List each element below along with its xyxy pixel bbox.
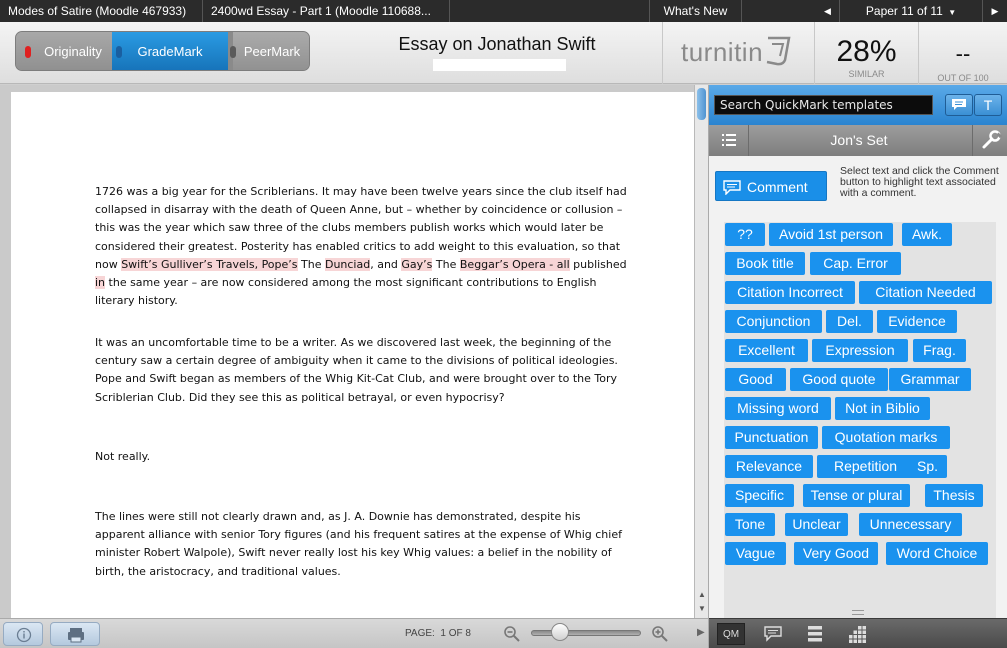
quickmark-chip[interactable]: Tense or plural — [803, 484, 910, 507]
grade-value: -- — [955, 41, 971, 66]
class-title[interactable] — [0, 0, 203, 22]
scroll-up-icon[interactable]: ▲ — [698, 590, 706, 599]
paragraph-2[interactable]: It was an uncomfortable time to be a writer. As we discovered last week, the beginning of the century saw a certain degree of ambiguity when it came to the divisions of political ideologies. Pope and Swift began as members of the Whig Kit-Cat Club, and were brought over to the Tory Scriblerian Club. Did they see this as political betrayal, or even hypocrisy? — [95, 336, 618, 404]
list-icon — [709, 125, 749, 156]
zoom-in-icon[interactable] — [651, 625, 669, 643]
quickmark-chip[interactable]: Specific — [725, 484, 794, 507]
page-label: PAGE: — [405, 628, 435, 639]
turnitin-logo-icon — [763, 34, 797, 68]
comment-label: Comment — [747, 179, 808, 195]
quickmark-chip[interactable]: Unclear — [785, 513, 848, 536]
next-paper-button[interactable] — [983, 0, 1007, 22]
document-page[interactable] — [11, 92, 694, 618]
whats-new-text: What's New — [663, 4, 728, 18]
grid-view-tab[interactable] — [843, 623, 871, 645]
paragraph-4[interactable]: The lines were still not clearly drawn and, as J. A. Downie has demonstrated, despite his apparent alliance with senior Tory figures (and his frequent satires at the expense of Whig chief minister Robert Walpole), Swift never really lost his key Whig values: a belief in the nobility of birth, the aristocracy, and traditional values. — [95, 510, 622, 578]
title-blank-field — [433, 59, 566, 71]
wrench-icon — [973, 125, 1007, 156]
quickmark-chip[interactable]: Book title — [725, 252, 805, 275]
topbar-spacer — [450, 0, 650, 22]
paper-selector[interactable] — [840, 0, 983, 22]
quickmark-search-input[interactable] — [714, 95, 933, 115]
comment-button[interactable] — [715, 171, 827, 201]
quickmark-chip[interactable]: Vague — [725, 542, 786, 565]
rubric-icon — [807, 625, 823, 643]
assignment-text: 2400wd Essay - Part 1 (Moodle 110688... — [211, 4, 431, 18]
set-settings-button[interactable] — [972, 125, 1007, 156]
class-title-text: Modes of Satire (Moodle 467933) — [8, 4, 187, 18]
mode-switcher — [15, 31, 310, 71]
quickmark-chip[interactable]: Good quote — [790, 368, 888, 391]
quickmark-chip[interactable]: Del. — [826, 310, 873, 333]
peermark-indicator-icon — [230, 46, 236, 58]
next-arrow-icon: ▶ — [991, 6, 999, 16]
grademark-label: GradeMark — [137, 44, 203, 59]
originality-mode-button[interactable] — [16, 32, 112, 71]
speech-bubble-icon — [951, 98, 967, 112]
quickmark-chip[interactable]: Very Good — [794, 542, 878, 565]
zoom-slider-handle[interactable] — [551, 623, 569, 641]
quickmark-chip[interactable]: Tone — [725, 513, 775, 536]
quickmark-chip[interactable]: Evidence — [877, 310, 957, 333]
highlight-match[interactable]: Beggar’s Opera - all — [459, 257, 570, 271]
grademark-indicator-icon — [116, 46, 122, 58]
quickmark-chip[interactable]: Citation Incorrect — [725, 281, 855, 304]
quickmark-chip[interactable]: Awk. — [902, 223, 952, 246]
highlight-match[interactable]: Gay’s — [401, 257, 433, 271]
document-toolbar — [0, 618, 708, 648]
quickmark-chip[interactable]: Citation Needed — [859, 281, 992, 304]
grademark-mode-button[interactable] — [112, 32, 228, 71]
zoom-out-icon[interactable] — [503, 625, 521, 643]
document-viewer — [0, 85, 708, 618]
info-button[interactable] — [3, 622, 43, 646]
quickmark-tab[interactable] — [717, 623, 745, 645]
rubric-tab[interactable] — [801, 623, 829, 645]
highlight-match[interactable]: Dunciad — [324, 257, 371, 271]
zoom-slider[interactable] — [531, 630, 641, 636]
paper-label: Paper 11 of 11 — [865, 4, 943, 18]
set-name: Jon's Set — [830, 132, 888, 148]
page-indicator — [405, 628, 471, 639]
quickmark-chip[interactable]: Sp. — [908, 455, 947, 478]
quickmark-chip[interactable]: Grammar — [889, 368, 971, 391]
quickmark-chip[interactable]: Conjunction — [725, 310, 822, 333]
text-run: , and — [370, 257, 402, 271]
quickmark-panel — [708, 85, 1007, 648]
grid-icon — [847, 625, 867, 643]
quickmark-chip[interactable]: Word Choice — [886, 542, 988, 565]
grade-score[interactable] — [918, 22, 1007, 84]
text-run: The — [432, 257, 460, 271]
highlight-match[interactable]: in — [95, 276, 106, 290]
quickmark-chip[interactable]: Quotation marks — [822, 426, 950, 449]
comment-icon — [723, 180, 741, 195]
qm-label: QM — [722, 629, 740, 640]
speech-bubble-icon — [764, 626, 782, 642]
panel-toolbar — [709, 618, 1007, 648]
prev-paper-button[interactable] — [816, 0, 840, 22]
quickmark-chip[interactable]: Relevance — [725, 455, 813, 478]
quickmark-chip[interactable]: Missing word — [725, 397, 831, 420]
prev-arrow-icon: ◀ — [824, 6, 831, 16]
originality-indicator-icon — [25, 46, 31, 58]
comments-tab[interactable] — [759, 623, 787, 645]
text-run: published — [569, 257, 627, 271]
similarity-value: 28% — [836, 35, 897, 68]
quickmark-search-bar — [709, 85, 1007, 125]
document-scrollbar[interactable] — [694, 85, 708, 618]
print-button[interactable] — [50, 622, 100, 646]
text-comment-button[interactable] — [974, 94, 1002, 116]
quickmark-chip[interactable]: Frag. — [913, 339, 966, 362]
resize-grip-icon[interactable] — [852, 610, 864, 615]
grade-label: OUT OF 100 — [937, 73, 989, 83]
quickmark-chip[interactable]: Good — [725, 368, 786, 391]
text-run: The — [297, 257, 325, 271]
quickmark-chip[interactable]: Not in Biblio — [835, 397, 930, 420]
assignment-selector[interactable] — [203, 0, 450, 22]
text-t-icon: T — [983, 97, 993, 113]
quickmark-chip[interactable]: Avoid 1st person — [769, 223, 893, 246]
logo-text: turnitin — [681, 37, 764, 67]
collapse-panel-icon[interactable]: ▶ — [697, 627, 705, 638]
quickmark-chip[interactable]: Repetition — [817, 455, 914, 478]
info-icon — [4, 623, 44, 647]
quickmark-chip[interactable]: Cap. Error — [810, 252, 901, 275]
turnitin-logo — [662, 22, 814, 84]
quickmark-chip[interactable]: Expression — [812, 339, 908, 362]
quickmark-chip[interactable]: ?? — [725, 223, 765, 246]
quickmark-list — [724, 222, 996, 629]
essay-title: Essay on Jonathan Swift — [398, 34, 596, 54]
quickmark-chip[interactable]: Thesis — [925, 484, 983, 507]
quickmark-chip[interactable]: Excellent — [725, 339, 808, 362]
header — [0, 22, 1007, 84]
scrollbar-thumb[interactable] — [697, 88, 706, 120]
top-nav-bar — [0, 0, 1007, 22]
quickmark-chip[interactable]: Punctuation — [725, 426, 818, 449]
paragraph-3[interactable]: Not really. — [95, 450, 151, 463]
comment-help-text: Select text and click the Comment button to highlight text associated with a comment. — [840, 165, 999, 199]
highlight-match[interactable]: Swift’s Gulliver’s Travels, Pope’s — [121, 257, 298, 271]
print-icon — [51, 623, 101, 647]
page-value: 1 OF 8 — [440, 628, 471, 639]
chevron-down-icon: ▼ — [948, 8, 957, 17]
set-list-button[interactable] — [709, 125, 749, 156]
text-run: 1726 was a big year for the Scriblerians. It may have been twelve years since the club itself had collapsed in disarray with the death of Queen Anne, but – whether by coincidence or collusion – this was the year which saw three of the clubs members publish works which would later be considered their greatest. Posterity has enabled critics to add weight to this evaluation, so that now — [95, 185, 627, 271]
similarity-label: SIMILAR — [848, 69, 885, 79]
quickmark-chip[interactable]: Unnecessary — [859, 513, 962, 536]
peermark-label: PeerMark — [243, 44, 301, 59]
whats-new-link[interactable] — [650, 0, 742, 22]
text-run: the same year – are now considered among the most significant contributions to English literary history. — [95, 276, 597, 308]
similarity-score[interactable] — [814, 22, 918, 84]
scroll-down-icon[interactable]: ▼ — [698, 604, 706, 613]
comment-mode-button[interactable] — [945, 94, 973, 116]
quickmark-set-bar — [709, 125, 1007, 156]
paragraph-1[interactable] — [95, 183, 630, 310]
originality-label: Originality — [44, 44, 102, 59]
peermark-mode-button[interactable] — [233, 32, 310, 71]
